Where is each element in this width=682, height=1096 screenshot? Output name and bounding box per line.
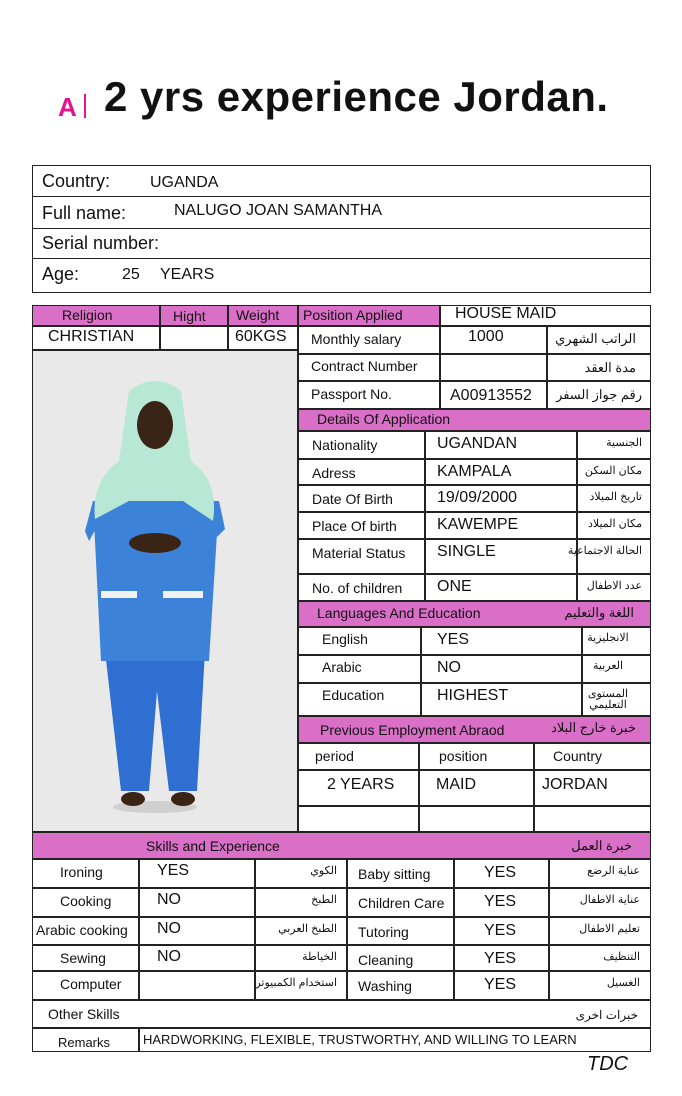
language-row-label: Education	[322, 687, 385, 703]
skill-arabic-label: الطبخ العربي	[278, 923, 337, 935]
employment-empty-cell	[534, 806, 651, 832]
skill-arabic-label: استخدام الكمبيوتر	[255, 977, 337, 989]
application-row-label: Material Status	[312, 545, 406, 561]
salary-label: Monthly salary	[311, 331, 402, 347]
other-skills-arabic: خبرات اخرى	[575, 1008, 638, 1022]
passport-label: Passport No.	[311, 386, 392, 402]
employment-period: 2 YEARS	[327, 776, 395, 793]
skill-arabic-label: الغسيل	[606, 977, 640, 989]
skill-value: NO	[157, 948, 181, 965]
languages-header-text: Languages And Education	[317, 605, 481, 621]
contract-value-cell	[440, 354, 547, 381]
skill-value: YES	[484, 893, 517, 910]
contract-arabic-label: مدة العقد	[584, 360, 636, 375]
language-row-arabic: المستوى التعليمي	[587, 688, 629, 711]
salary-arabic-label: الراتب الشهري	[555, 331, 636, 346]
employment-empty-cell	[298, 806, 419, 832]
religion-label: Religion	[62, 307, 113, 323]
skill-arabic-label: عناية الرضع	[587, 865, 640, 877]
age-value: 25	[122, 266, 140, 283]
skill-label: Cleaning	[358, 952, 414, 968]
serial-label: Serial number:	[42, 233, 160, 253]
languages-header-arabic: اللغة والتعليم	[564, 605, 634, 620]
candidate-photo	[32, 350, 298, 832]
divider	[32, 258, 651, 259]
position-label: Position Applied	[303, 307, 403, 323]
employment-header-text: Previous Employment Abraod	[320, 722, 505, 738]
application-row-arabic: مكان السكن	[584, 465, 642, 477]
language-row-arabic: الانجليزية	[587, 632, 629, 644]
passport-arabic-label: رقم جواز السفر	[556, 387, 642, 402]
divider	[32, 196, 651, 197]
employment-country-header: Country	[553, 748, 603, 764]
height-value-cell	[160, 326, 228, 350]
skill-arabic-label: الخياطة	[302, 951, 337, 963]
country-value: UGANDA	[150, 174, 219, 191]
skill-value: YES	[484, 976, 517, 993]
application-row-label: Place Of birth	[312, 518, 397, 534]
application-row-arabic: الحالة الاجتماعية	[567, 545, 642, 557]
application-row-value: SINGLE	[437, 543, 496, 560]
age-label: Age:	[42, 264, 80, 284]
skill-value: YES	[484, 950, 517, 967]
skill-label: Ironing	[60, 864, 103, 880]
logo-divider	[84, 94, 86, 118]
other-skills-label: Other Skills	[48, 1006, 120, 1022]
skill-value: NO	[157, 891, 181, 908]
skill-arabic-label: تعليم الاطفال	[579, 923, 640, 935]
other-skills-row	[32, 1000, 651, 1028]
employment-position: MAID	[436, 776, 476, 793]
employment-position-header: position	[439, 748, 488, 764]
application-row-arabic: عدد الاطفال	[586, 580, 642, 592]
skills-header	[32, 832, 651, 859]
language-row-value: HIGHEST	[437, 687, 509, 704]
skill-label: Arabic cooking	[36, 922, 128, 938]
skill-arabic-label: عناية الاطفال	[579, 894, 640, 906]
application-row-arabic: مكان الميلاد	[587, 518, 642, 530]
divider	[32, 228, 651, 229]
remarks-label: Remarks	[58, 1035, 111, 1050]
skill-value: YES	[157, 862, 190, 879]
application-row-arabic: تاريخ الميلاد	[589, 491, 642, 503]
skill-label: Tutoring	[358, 924, 409, 940]
employment-header-arabic: خبرة خارج البلاد	[551, 720, 636, 735]
skill-value: YES	[484, 864, 517, 881]
signature: TDC	[587, 1053, 629, 1075]
application-row-label: Date Of Birth	[312, 491, 393, 507]
contract-label: Contract Number	[311, 358, 418, 374]
skill-label: Washing	[358, 978, 412, 994]
skill-value: NO	[157, 920, 181, 937]
employment-country: JORDAN	[542, 776, 608, 793]
page-title: 2 yrs experience Jordan.	[104, 73, 609, 120]
application-row-value: 19/09/2000	[437, 489, 518, 506]
application-row-value: ONE	[437, 578, 472, 595]
religion-value: CHRISTIAN	[48, 328, 135, 345]
skill-label: Baby sitting	[358, 866, 431, 882]
skill-arabic-label: الطبخ	[311, 894, 337, 906]
skills-header-arabic: خبرة العمل	[571, 838, 632, 853]
language-row-label: English	[322, 631, 368, 647]
application-row-value: UGANDAN	[437, 435, 518, 452]
country-label: Country:	[42, 171, 111, 191]
employment-empty-cell	[419, 806, 534, 832]
skills-header-text: Skills and Experience	[146, 838, 280, 854]
language-row-label: Arabic	[322, 659, 362, 675]
application-row-value: KAMPALA	[437, 463, 512, 480]
skill-value-cell	[139, 971, 255, 1000]
skill-value: YES	[484, 922, 517, 939]
passport-value: A00913552	[450, 387, 532, 404]
language-row-arabic: العربية	[592, 660, 624, 672]
skill-label: Cooking	[60, 893, 112, 909]
application-row-label: No. of children	[312, 580, 403, 596]
position-value: HOUSE MAID	[455, 305, 557, 322]
skill-label: Computer	[60, 976, 122, 992]
skill-label: Children Care	[358, 895, 445, 911]
fullname-label: Full name:	[42, 203, 127, 223]
skill-arabic-label: الكوي	[310, 865, 337, 877]
language-row-value: NO	[437, 659, 461, 676]
weight-label: Weight	[236, 307, 280, 323]
fullname-value: NALUGO JOAN SAMANTHA	[174, 202, 383, 219]
age-unit: YEARS	[160, 266, 215, 283]
skill-label: Sewing	[60, 950, 106, 966]
application-row-label: Nationality	[312, 437, 378, 453]
salary-value: 1000	[468, 328, 504, 345]
application-row-arabic: الجنسية	[606, 437, 642, 449]
employment-period-header: period	[315, 748, 354, 764]
logo-mark: A	[58, 92, 77, 122]
skill-arabic-label: التنظيف	[603, 951, 640, 963]
application-header-text: Details Of Application	[317, 411, 451, 427]
application-row-label: Adress	[312, 465, 356, 481]
weight-value: 60KGS	[235, 328, 287, 345]
remarks-value: HARDWORKING, FLEXIBLE, TRUSTWORTHY, AND WILLING TO LEARN	[143, 1032, 577, 1047]
language-row-value: YES	[437, 631, 470, 648]
application-row-value: KAWEMPE	[437, 516, 519, 533]
height-label: Hight	[173, 308, 206, 324]
